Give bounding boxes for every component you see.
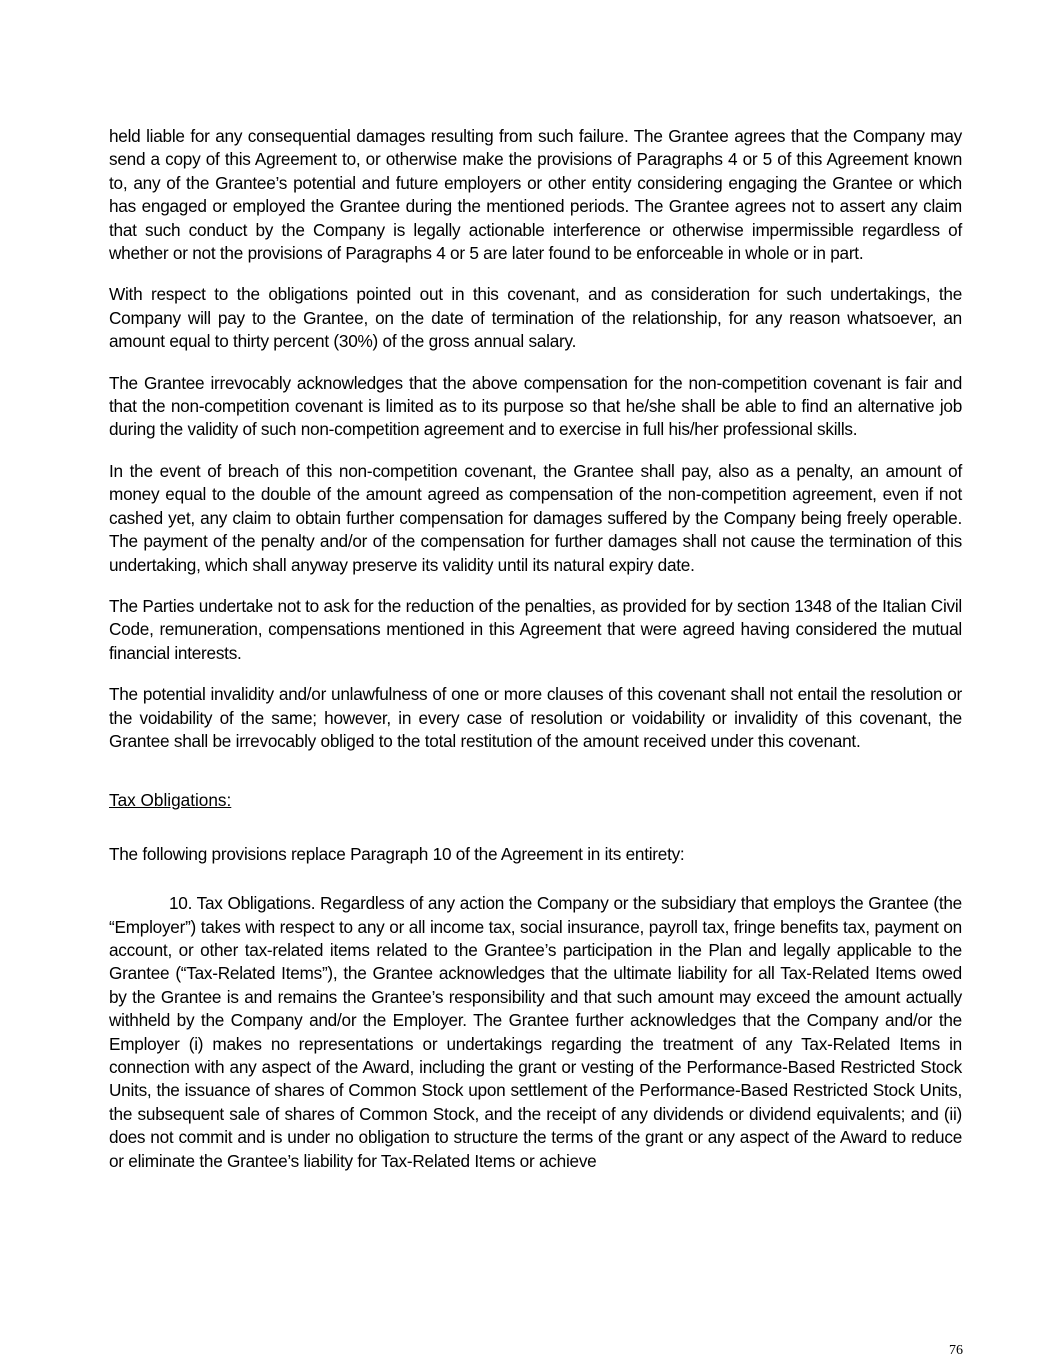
document-body [109, 125, 962, 1191]
paragraph-penalty-reduction: The Parties undertake not to ask for the reduction of the penalties, as provided for by section 1348 of the Italian Civil Code, remuneration, compensations mentioned in this Agreement that were agreed having considered the mutual financial interests. [109, 595, 962, 663]
paragraph-breach-penalty: In the event of breach of this non-competition covenant, the Grantee shall pay, also as a penalty, an amount of money equal to the double of the amount agreed as compensation of the non-competition agreement, even if not cashed yet, any claim to obtain further compensation for damages suffered by the Company being freely operable. The payment of the penalty and/or of the compensation for further damages shall not cause the termination of this undertaking, which shall anyway preserve its validity until its natural expiry date. [109, 460, 962, 575]
paragraph-invalidity: The potential invalidity and/or unlawfulness of one or more clauses of this covenant shall not entail the resolution or the voidability of the same; however, in every case of resolution or voidability or invalidity of this covenant, the Grantee shall be irrevocably obliged to the total restitution of the amount received under this covenant. [109, 684, 962, 751]
paragraph-continuation: held liable for any consequential damages resulting from such failure. The Grantee agrees that the Company may send a copy of this Agreement to, or otherwise make the provisions of Paragraphs 4 or 5 of this Agreement known to, any of the Grantee’s potential and future employers or other entity considering engaging the Grantee or which has engaged or employed the Grantee during the mentioned periods. The Grantee agrees not to assert any claim that such conduct by the Company is legally actionable interference or otherwise impermissible regardless of whether or not the provisions of Paragraphs 4 or 5 are later found to be enforceable in whole or in part. [109, 126, 962, 264]
section-heading-tax-obligations: Tax Obligations: [109, 790, 232, 811]
page-number: 76 [949, 1343, 963, 1358]
intro-line: The following provisions replace Paragraph 10 of the Agreement in its entirety: [109, 843, 685, 864]
paragraph-compensation: With respect to the obligations pointed out in this covenant, and as consideration for such undertakings, the Company will pay to the Grantee, on the date of termination of the relationship, for any reason whatsoever, an amount equal to thirty percent (30%) of the gross annual salary. [109, 284, 962, 352]
paragraph-acknowledgement: The Grantee irrevocably acknowledges that the above compensation for the non-competition covenant is fair and that the non-competition covenant is limited as to its purpose so that he/she shall be able to find an alternative job during the validity of such non-competition agreement and to exercise in full his/her professional skills. [109, 372, 962, 440]
paragraph-tax-obligations: 10. Tax Obligations. Regardless of any action the Company or the subsidiary that employs the Grantee (the “Employer”) takes with respect to any or all income tax, social insurance, payroll tax, fringe benefits tax, payment on account, or other tax-related items related to the Grantee’s participation in the Plan and legally applicable to the Grantee (“Tax-Related Items”), the Grantee acknowledges that the ultimate liability for all Tax-Related Items owed by the Grantee is and remains the Grantee’s responsibility and that such amount may exceed the amount actually withheld by the Company and/or the Employer. The Grantee further acknowledges that the Company and/or the Employer (i) makes no representations or undertakings regarding the treatment of any Tax-Related Items in connection with any aspect of the Award, including the grant or vesting of the Performance-Based Restricted Stock Units, the issuance of shares of Common Stock upon settlement of the Performance-Based Restricted Stock Units, the subsequent sale of shares of Common Stock, and the receipt of any dividends or dividend equivalents; and (ii) does not commit and is under no obligation to structure the terms of the grant or any aspect of the Award to reduce or eliminate the Grantee’s liability for Tax-Related Items or achieve [109, 893, 962, 1171]
